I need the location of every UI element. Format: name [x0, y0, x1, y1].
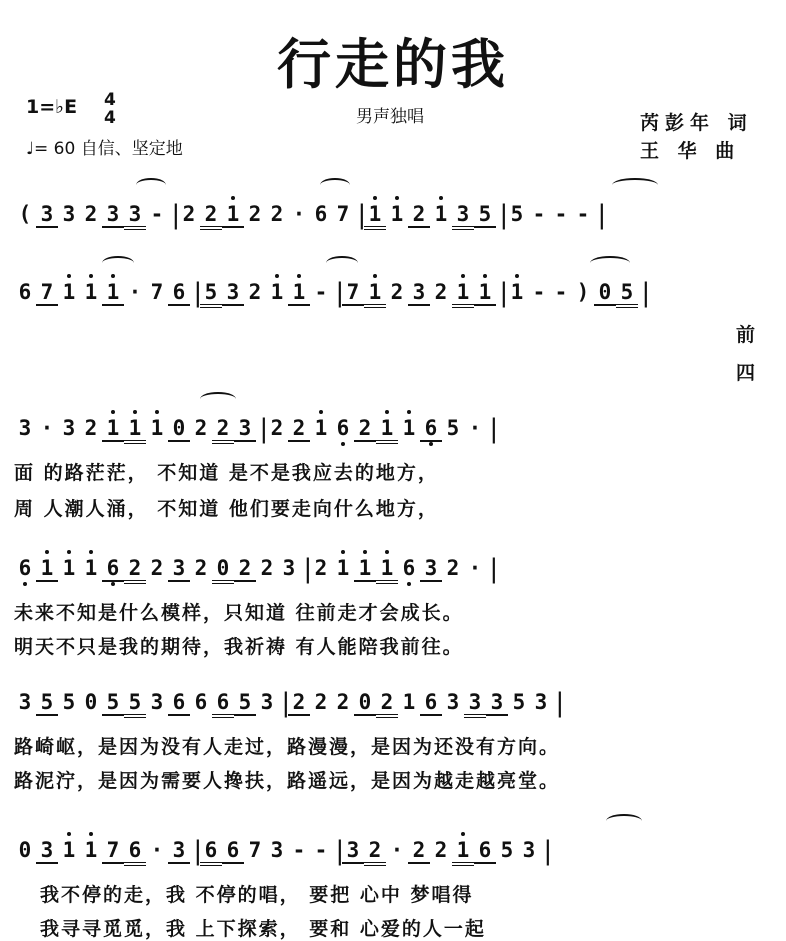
barline: |	[552, 688, 568, 718]
score-note: 6	[168, 280, 190, 306]
score-line-3	[14, 412, 774, 444]
score-note: 1	[376, 416, 398, 444]
genre-label: 男声独唱	[356, 107, 424, 127]
barline: |	[278, 688, 294, 718]
lyric-line-5-verse1: 路崎岖，是因为没有人走过，路漫漫，是因为还没有方向。	[14, 736, 561, 758]
score-note: 2	[212, 416, 234, 444]
score-note: 6	[332, 416, 354, 440]
tempo-marking: ♩= 60 自信、坚定地	[26, 139, 183, 159]
score-note: 6	[212, 690, 234, 718]
score-note: 1	[80, 280, 102, 304]
score-line-4	[14, 552, 774, 584]
score-note: 3	[36, 838, 58, 864]
score-note: -	[576, 202, 590, 226]
lyric-line-6-verse2: 我寻寻觅觅，我 上下探索， 要和 心爱的人一起	[40, 918, 486, 940]
score-note: 1	[124, 416, 146, 444]
score-note: 6	[102, 556, 124, 582]
score-note: 3	[420, 556, 442, 582]
barline: |	[638, 278, 654, 308]
score-note: -	[554, 202, 568, 226]
score-note: 3	[102, 202, 124, 228]
score-note: 3	[408, 280, 430, 306]
score-note: 2	[364, 838, 386, 866]
score-note: ·	[128, 280, 142, 304]
score-note: ·	[468, 556, 482, 580]
score-note: ·	[150, 838, 164, 862]
score-note: 1	[452, 838, 474, 866]
score-note: 3	[464, 690, 486, 718]
score-note: ·	[292, 202, 306, 226]
lyric-line-5-verse2: 路泥泞，是因为需要人搀扶，路遥远，是因为越走越亮堂。	[14, 770, 561, 792]
barline: |	[168, 200, 184, 230]
score-note: 1	[398, 416, 420, 440]
score-note: 1	[102, 416, 124, 442]
barline: |	[594, 200, 610, 230]
score-note: -	[314, 280, 328, 304]
score-note: 1	[310, 416, 332, 440]
score-note: -	[314, 838, 328, 862]
score-note: 1	[266, 280, 288, 304]
score-note: 1	[430, 202, 452, 226]
score-note: -	[532, 202, 546, 226]
barline: |	[332, 278, 348, 308]
score-note: 0	[18, 838, 32, 862]
score-note: 2	[248, 202, 262, 226]
score-note: 3	[36, 202, 58, 228]
score-note: 5	[200, 280, 222, 308]
score-note: 1	[222, 202, 244, 228]
barline: |	[486, 414, 502, 444]
score-note: 6	[420, 416, 442, 442]
score-note: 1	[102, 280, 124, 306]
score-note: 3	[124, 202, 146, 230]
score-note: 1	[58, 838, 80, 862]
score-note: 2	[194, 556, 208, 580]
score-note: 0	[212, 556, 234, 584]
score-note: 2	[182, 202, 196, 226]
score-note: 5	[102, 690, 124, 716]
score-note: 3	[18, 416, 32, 440]
score-note: 6	[124, 838, 146, 866]
score-note: 1	[146, 416, 168, 440]
barline: |	[332, 836, 348, 866]
score-note: -	[532, 280, 546, 304]
score-note: 3	[446, 690, 460, 714]
score-note: 3	[486, 690, 508, 716]
composer-credit: 王 华 曲	[640, 140, 741, 162]
score-note: -	[292, 838, 306, 862]
score-note: 1	[376, 556, 398, 584]
score-note: 5	[234, 690, 256, 716]
score-note: 3	[18, 690, 32, 714]
score-note: 2	[288, 690, 310, 716]
score-note: 2	[354, 416, 376, 442]
key-signature: 1=♭E	[26, 96, 78, 118]
score-note: 3	[234, 416, 256, 442]
score-note: )	[576, 280, 590, 304]
score-note: 6	[194, 690, 208, 714]
score-note: 2	[84, 416, 98, 440]
lyricist-credit: 芮彭年 词	[640, 112, 753, 134]
slur	[612, 178, 658, 192]
score-note: 1	[58, 280, 80, 304]
score-note: 3	[260, 690, 274, 714]
barline: |	[496, 278, 512, 308]
barline: |	[496, 200, 512, 230]
slur	[590, 256, 630, 270]
score-note: 0	[354, 690, 376, 716]
score-note: 1	[364, 280, 386, 308]
score-note: 7	[248, 838, 262, 862]
score-note: 6	[222, 838, 244, 864]
score-note: 3	[62, 416, 76, 440]
score-line-2	[14, 276, 774, 308]
score-note: 2	[270, 416, 284, 440]
score-note: 3	[168, 556, 190, 582]
pickup-lyric-verse2: 四	[736, 362, 756, 384]
barline: |	[300, 554, 316, 584]
score-note: 1	[80, 556, 102, 580]
score-note: 2	[434, 838, 448, 862]
score-note: 5	[62, 690, 76, 714]
score-note: ·	[40, 416, 54, 440]
lyric-line-6-verse1: 我不停的走，我 不停的唱， 要把 心中 梦唱得	[40, 884, 474, 906]
barline: |	[190, 278, 206, 308]
score-note: 1	[386, 202, 408, 226]
score-note: 7	[102, 838, 124, 864]
score-note: 6	[18, 280, 32, 304]
score-note: 1	[364, 202, 386, 230]
score-line-1	[14, 198, 774, 230]
barline: |	[540, 836, 556, 866]
score-note: 5	[500, 838, 514, 862]
score-note: 5	[124, 690, 146, 718]
score-note: 1	[474, 280, 496, 306]
score-note: 6	[14, 556, 36, 580]
lyric-line-4-verse2: 明天不只是我的期待，我祈祷 有人能陪我前往。	[14, 636, 464, 658]
slur	[326, 256, 358, 270]
barline: |	[190, 836, 206, 866]
slur	[102, 256, 134, 270]
score-note: 2	[314, 556, 328, 580]
score-note: 2	[270, 202, 284, 226]
score-note: 3	[282, 556, 296, 580]
score-note: 2	[248, 280, 262, 304]
score-note: 1	[402, 690, 416, 714]
score-note: 5	[512, 690, 526, 714]
slur	[200, 392, 236, 406]
score-note: 5	[446, 416, 460, 440]
score-note: 1	[288, 280, 310, 306]
score-note: 3	[452, 202, 474, 230]
score-note: ·	[390, 838, 404, 862]
score-note: 3	[534, 690, 548, 714]
score-note: 2	[124, 556, 146, 584]
score-note: 1	[36, 556, 58, 582]
score-note: 7	[150, 280, 164, 304]
score-note: 2	[408, 838, 430, 864]
score-note: 2	[376, 690, 398, 718]
score-note: 7	[342, 280, 364, 306]
score-note: 2	[150, 556, 164, 580]
score-note: 6	[420, 690, 442, 716]
score-note: 2	[194, 416, 208, 440]
score-note: 6	[474, 838, 496, 864]
score-note: 2	[408, 202, 430, 228]
barline: |	[354, 200, 370, 230]
score-note: -	[554, 280, 568, 304]
score-note: 1	[452, 280, 474, 308]
slur	[606, 814, 642, 828]
lyric-line-4-verse1: 未来不知是什么模样，只知道 往前走才会成长。	[14, 602, 464, 624]
time-signature-top: 4	[104, 90, 116, 110]
score-note: 3	[342, 838, 364, 864]
score-note: 3	[522, 838, 536, 862]
score-note: (	[18, 202, 32, 226]
score-note: 2	[390, 280, 404, 304]
score-note: 0	[84, 690, 98, 714]
score-note: 1	[58, 556, 80, 580]
score-note: 7	[36, 280, 58, 306]
score-note: 1	[354, 556, 376, 582]
score-note: 2	[446, 556, 460, 580]
score-note: 7	[336, 202, 350, 226]
score-note: 5	[36, 690, 58, 716]
score-note: 2	[234, 556, 256, 582]
time-signature-bottom: 4	[104, 108, 116, 128]
pickup-lyric-verse1: 前	[736, 324, 756, 346]
score-note: 0	[168, 416, 190, 442]
score-note: 3	[62, 202, 76, 226]
score-note: 6	[200, 838, 222, 866]
score-line-6	[14, 834, 774, 866]
score-note: 2	[200, 202, 222, 230]
score-note: 2	[336, 690, 350, 714]
score-note: 3	[150, 690, 164, 714]
score-note: ·	[468, 416, 482, 440]
score-note: 1	[506, 280, 528, 304]
score-note: 3	[168, 838, 190, 864]
score-note: 2	[84, 202, 98, 226]
score-note: 2	[260, 556, 274, 580]
slur	[136, 178, 166, 192]
score-note: 2	[288, 416, 310, 442]
score-note: 6	[314, 202, 328, 226]
score-note: 2	[434, 280, 448, 304]
score-note: 1	[332, 556, 354, 580]
lyric-line-3-verse2: 周 人潮人涌， 不知道 他们要走向什么地方，	[14, 498, 439, 520]
score-note: 0	[594, 280, 616, 306]
barline: |	[256, 414, 272, 444]
slur	[320, 178, 350, 192]
score-note: 3	[222, 280, 244, 306]
score-note: 5	[616, 280, 638, 308]
score-note: 5	[510, 202, 524, 226]
score-line-5	[14, 686, 774, 718]
score-note: 6	[168, 690, 190, 716]
score-note: 2	[314, 690, 328, 714]
barline: |	[486, 554, 502, 584]
song-title: 行走的我	[277, 32, 509, 96]
score-note: 6	[398, 556, 420, 580]
score-note: 5	[474, 202, 496, 228]
score-note: 1	[80, 838, 102, 862]
lyric-line-3-verse1: 面 的路茫茫， 不知道 是不是我应去的地方，	[14, 462, 439, 484]
score-note: 3	[270, 838, 284, 862]
score-note: -	[150, 202, 164, 226]
